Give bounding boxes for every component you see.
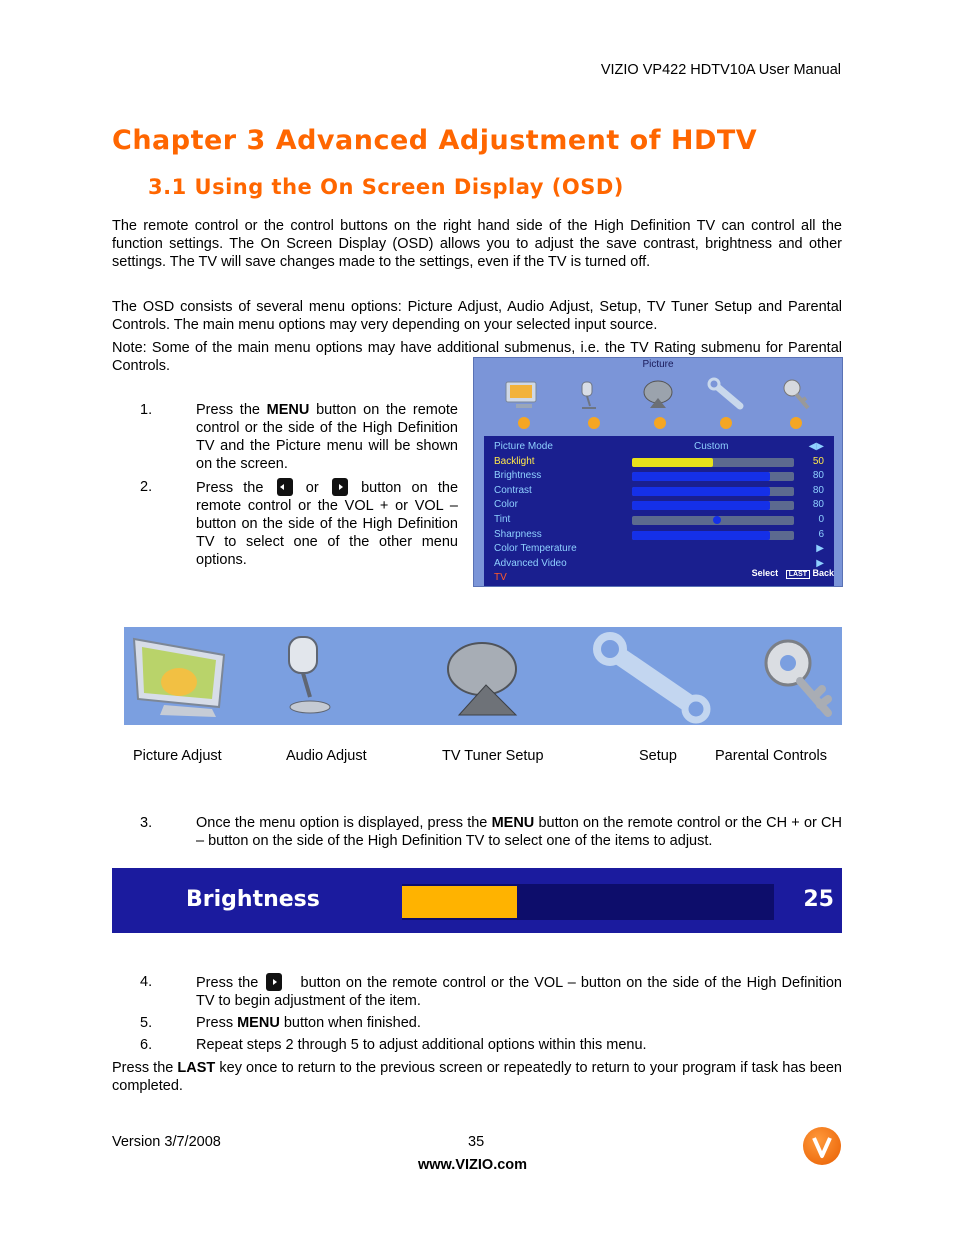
intro-paragraph: The remote control or the control buttons on the right hand side of the High Definition TV can control all the function settings. The On Screen Display (OSD) allows you to adjust the save contrast, brightness and other settings. The TV will save changes made to the settings, even if the TV is turned off. <box>112 218 842 270</box>
menu-label-parental-controls: Parental Controls <box>715 748 828 764</box>
step-1-text <box>196 401 458 473</box>
step-number: 5. <box>140 1015 153 1031</box>
brightness-track <box>402 884 774 920</box>
brightness-adjust-bar <box>112 868 842 933</box>
step-number: 6. <box>140 1037 153 1053</box>
microphone-icon <box>289 637 330 713</box>
menu-key: MENU <box>491 815 535 831</box>
step-number: 4. <box>140 974 153 990</box>
step-text: Press the <box>196 480 264 496</box>
osd-row-value: 0 <box>818 514 824 525</box>
wrench-icon <box>597 636 707 720</box>
monitor-icon <box>134 639 224 717</box>
step-number: 3. <box>140 815 153 831</box>
osd-row-value: 80 <box>812 484 824 496</box>
osd-row-arrows: ◀▶ <box>808 441 824 452</box>
menu-arrow-icon <box>654 417 666 429</box>
osd-row-label: Advanced Video <box>494 557 567 569</box>
left-arrow-button-icon <box>277 478 293 496</box>
menu-arrow-icon <box>588 417 600 429</box>
step-number: 2. <box>140 479 153 495</box>
osd-row[interactable] <box>494 528 824 542</box>
osd-row[interactable] <box>494 440 824 454</box>
osd-row[interactable] <box>494 484 824 498</box>
osd-row-label: Brightness <box>494 470 542 482</box>
tint-marker <box>713 516 721 524</box>
menu-label-tv-tuner-setup: TV Tuner Setup <box>442 748 544 764</box>
note-text: Note: Some of the main menu options may have additional submenus, i.e. the TV Rating submenu for Parental Controls. <box>112 340 842 374</box>
step-text: Press the <box>196 402 267 418</box>
brightness-fill <box>402 886 517 918</box>
osd-row-level-fill <box>632 458 713 467</box>
osd-picture-menu <box>473 357 843 587</box>
page-number: 35 <box>468 1134 485 1150</box>
brightness-value: 25 <box>803 887 834 912</box>
menu-label-audio-adjust: Audio Adjust <box>286 748 367 764</box>
microphone-icon <box>582 382 596 408</box>
osd-row-level-fill <box>632 487 770 496</box>
osd-row[interactable] <box>494 455 824 469</box>
osd-row-label: Tint <box>494 514 511 525</box>
osd-back-label: Back <box>812 568 834 578</box>
osd-last-label: LAST <box>786 570 810 579</box>
osd-row-label: TV <box>494 572 507 584</box>
right-arrow-button-icon <box>266 973 282 991</box>
step-text: Once the menu option is displayed, press the <box>196 815 492 831</box>
step-text: Press the <box>196 975 259 991</box>
osd-row-value: 80 <box>812 499 824 511</box>
step-2-text <box>196 478 458 569</box>
osd-row-label: Color Temperature <box>494 543 577 555</box>
osd-row-level-bar <box>632 516 794 525</box>
vizio-logo <box>803 1127 841 1165</box>
para-text: key once to return to the previous screen or repeatedly to return to your program if task has been completed. <box>112 1060 843 1094</box>
manual-title: VIZIO VP422 HDTV10A User Manual <box>600 62 841 78</box>
step-text: Press <box>196 1015 238 1031</box>
step-text: button on the remote control or the side of the High Definition TV and the Picture menu will be shown on the screen. <box>196 402 458 472</box>
wrench-icon <box>709 379 740 406</box>
right-arrow-button-icon <box>332 478 348 496</box>
osd-title: Picture <box>642 359 674 370</box>
key-icon <box>766 641 828 713</box>
menu-arrow-icon <box>518 417 530 429</box>
osd-row-value: 50 <box>812 455 824 467</box>
osd-row-value: 6 <box>818 528 824 540</box>
osd-row-level-bar <box>632 487 794 496</box>
osd-row-value: 80 <box>812 470 824 482</box>
step-text: or <box>305 480 319 496</box>
menu-arrow-icon <box>720 417 732 429</box>
osd-row-value: ▶ <box>816 557 824 569</box>
osd-row[interactable] <box>494 542 824 556</box>
step-6-text: Repeat steps 2 through 5 to adjust additional options within this menu. <box>196 1037 647 1053</box>
osd-options-paragraph: The OSD consists of several menu options: Picture Adjust, Audio Adjust, Setup, TV Tuner Setup and Parental Controls. The main menu options may very depending on your selected input source. <box>112 299 842 333</box>
menu-label-picture-adjust: Picture Adjust <box>133 748 222 764</box>
monitor-icon <box>506 382 536 408</box>
section-title: 3.1 Using the On Screen Display (OSD) <box>148 175 624 199</box>
osd-row-value: ▶ <box>816 543 824 555</box>
footer-url: www.VIZIO.com <box>418 1157 528 1173</box>
satellite-dish-icon <box>448 643 516 715</box>
menu-key: MENU <box>266 402 310 418</box>
osd-row-level-bar <box>632 501 794 510</box>
brightness-label: Brightness <box>186 887 320 912</box>
main-menu-bar <box>124 627 842 725</box>
osd-row-label: Color <box>494 499 518 511</box>
menu-key: MENU <box>237 1015 280 1031</box>
osd-row-level-bar <box>632 458 794 467</box>
menu-arrow-icon <box>790 417 802 429</box>
step-5-text <box>196 1014 842 1032</box>
satellite-dish-icon <box>644 381 672 408</box>
osd-row[interactable] <box>494 498 824 512</box>
osd-row-label: Sharpness <box>494 528 542 540</box>
osd-row-level-bar <box>632 531 794 540</box>
step-4-text <box>196 973 842 1010</box>
osd-row-level-fill <box>632 516 713 525</box>
step-text: button on the remote control or the VOL – button on the side of the High Definition TV to begin adjustment of the item. <box>196 975 842 1009</box>
osd-row[interactable] <box>494 513 824 527</box>
osd-select-label: Select <box>751 568 779 578</box>
osd-row[interactable] <box>494 469 824 483</box>
step-text: button on the remote control or the VOL + or VOL – button on the side of the High Definition TV to select one of the other menu options. <box>196 480 459 568</box>
para-text: Press the <box>112 1060 178 1076</box>
osd-row-level-fill <box>632 472 770 481</box>
osd-row-level-bar <box>632 472 794 481</box>
chapter-title: Chapter 3 Advanced Adjustment of HDTV <box>112 125 758 156</box>
last-key-paragraph <box>112 1059 842 1095</box>
osd-row-label: Backlight <box>494 455 535 467</box>
step-text: button on the remote control or the CH + or CH – button on the side of the High Definition TV to select one of the items to adjust. <box>196 815 842 849</box>
osd-row-mode-value: Custom <box>694 441 729 452</box>
last-key: LAST <box>177 1060 216 1076</box>
menu-label-setup: Setup <box>639 748 677 764</box>
osd-icon-row <box>474 374 842 418</box>
footer-version: Version 3/7/2008 <box>112 1134 221 1150</box>
osd-row-label: Picture Mode <box>494 441 553 452</box>
osd-row-label: Contrast <box>494 484 532 496</box>
osd-arrow-row <box>474 416 842 430</box>
osd-row-level-fill <box>632 531 770 540</box>
key-icon <box>784 380 808 408</box>
step-3-text <box>196 814 842 850</box>
osd-footer <box>752 564 834 584</box>
step-number: 1. <box>140 402 153 418</box>
step-text: button when finished. <box>279 1015 421 1031</box>
osd-row-level-fill <box>632 501 770 510</box>
